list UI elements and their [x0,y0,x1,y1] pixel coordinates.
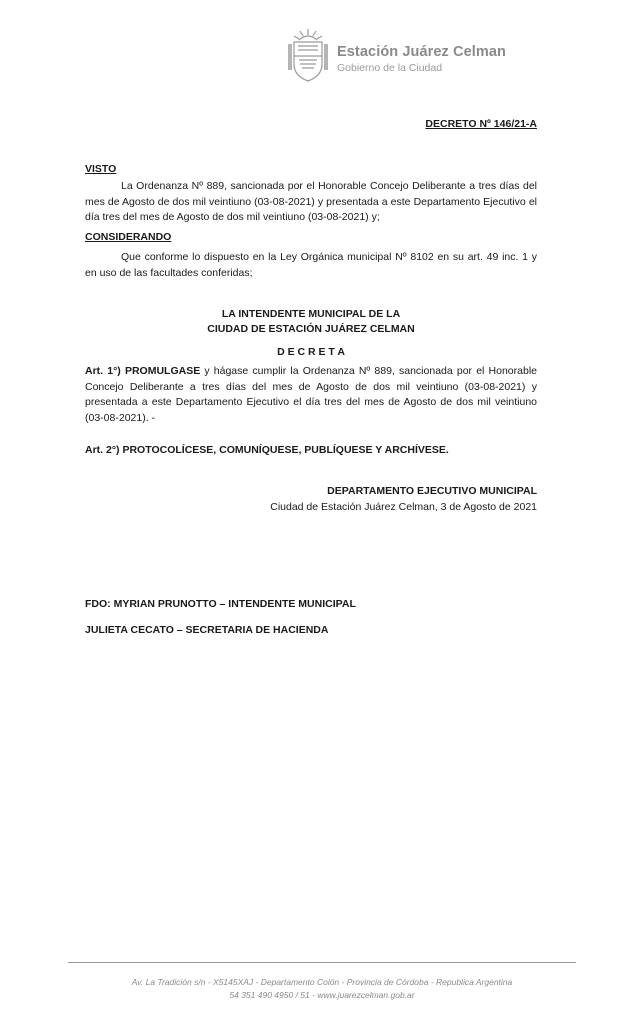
footer-address: Av. La Tradición s/n - X5145XAJ - Departamento Colón - Provincia de Córdoba - Republica Argentina [131,977,513,987]
article-2 [85,443,537,459]
decreta-heading: D E C R E T A [277,346,345,358]
article-2-label: Art. 2°) [85,444,120,456]
decree-number: DECRETO Nº 146/21-A [425,118,537,130]
department-signature: DEPARTAMENTO EJECUTIVO MUNICIPAL [327,485,537,497]
org-name: Estación Juárez Celman [337,44,507,60]
signatory-2: JULIETA CECATO – SECRETARIA DE HACIENDA [85,624,329,636]
article-2-keyword: PROTOCOLÍCESE, COMUNÍQUESE, PUBLÍQUESE Y ARCHÍVESE. [122,444,449,456]
org-subtitle: Gobierno de la Ciudad [337,62,443,74]
considerando-text: Que conforme lo dispuesto en la Ley Orgánica municipal Nº 8102 en su art. 49 inc. 1 y en uso de las facultades conferidas; [85,251,537,279]
visto-heading: VISTO [85,163,117,175]
signatory-1: FDO: MYRIAN PRUNOTTO – INTENDENTE MUNICIPAL [85,598,356,610]
article-1-keyword: PROMULGASE [124,365,201,377]
article-1 [85,364,537,426]
article-1-label: Art. 1°) [85,365,121,377]
visto-text: La Ordenanza Nº 889, sancionada por el Honorable Concejo Deliberante a tres días del mes de Agosto de dos mil veintiuno (03-08-2021) y presentada a este Departamento Ejecutivo el día tres del mes de Agosto de dos mil veintiuno (03-08-2021) y; [85,180,537,223]
authority-line-1: LA INTENDENTE MUNICIPAL DE LA [221,308,401,320]
considerando-heading: CONSIDERANDO [85,231,172,243]
coat-of-arms-icon [286,26,330,84]
place-date: Ciudad de Estación Juárez Celman, 3 de Agosto de 2021 [270,501,537,513]
footer-contact: 54 351 490 4950 / 51 - www.juarezcelman.gob.ar [229,990,415,1000]
authority-line-2: CIUDAD DE ESTACIÓN JUÁREZ CELMAN [207,323,415,335]
footer-divider [68,962,576,963]
article-1-text: y hágase cumplir la Ordenanza Nº 889, sancionada por el Honorable Concejo Deliberante a tres días del mes de Agosto de dos mil veintiuno (03-08-2021) y presentada a este Departamento Ejecutivo el día tres del mes de Agosto de dos mil veintiuno (03-08-2021). - [85,365,537,424]
